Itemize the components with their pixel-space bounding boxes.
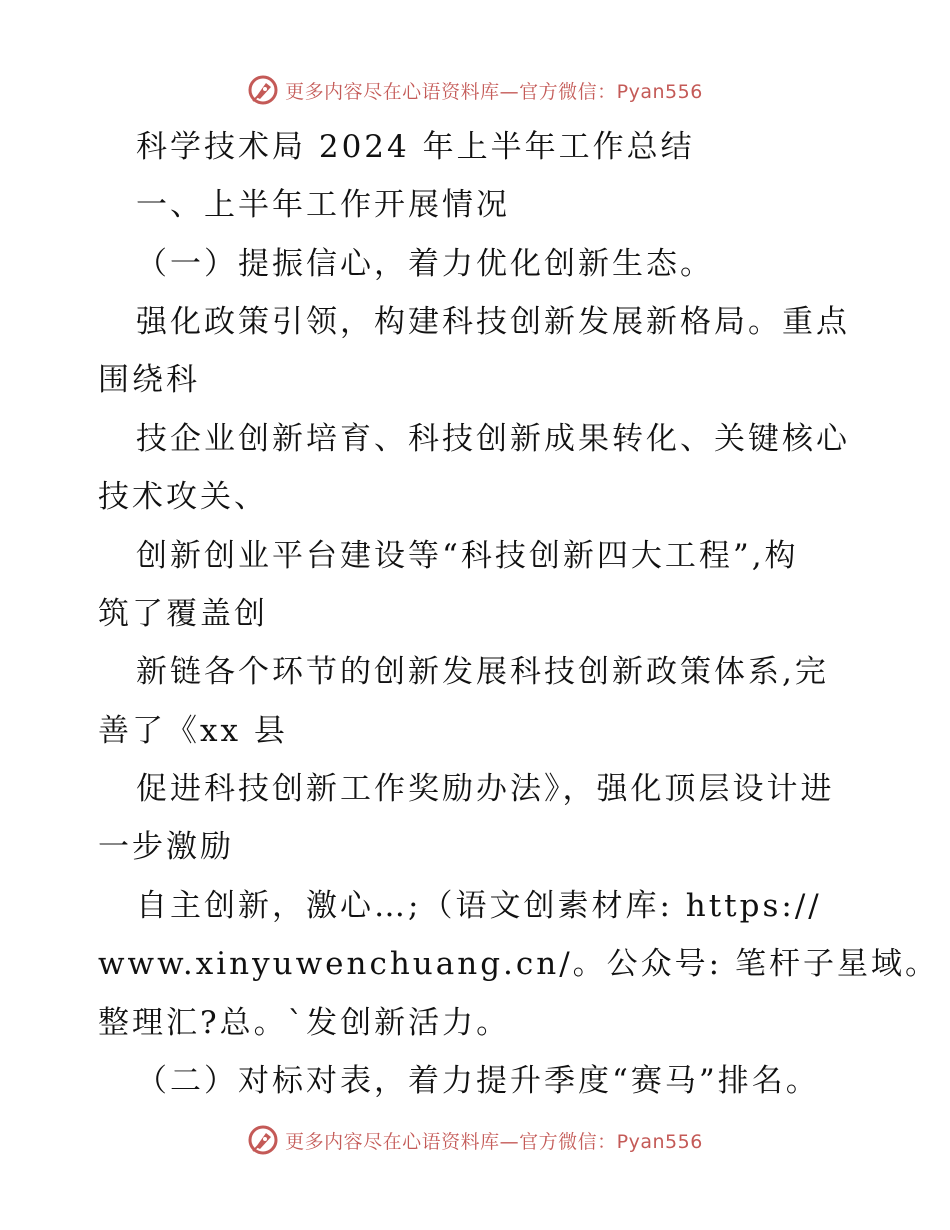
paragraph-line: 创新创业平台建设等“科技创新四大工程”,构 <box>136 538 799 574</box>
paragraph-line: 自主创新，激心…;（语文创素材库: https:// <box>136 888 822 924</box>
subsection-heading: （一）提振信心，着力优化创新生态。 <box>136 246 714 282</box>
paragraph-line: 促进科技创新工作奖励办法》，强化顶层设计进 <box>136 771 835 807</box>
paragraph-line: 技术攻关、 <box>98 479 268 515</box>
section-heading: 一、上半年工作开展情况 <box>136 187 510 223</box>
watermark-footer <box>0 1120 950 1160</box>
paragraph-line: www.xinyuwenchuang.cn/。公众号: 笔杆子星域。 <box>98 946 939 982</box>
paragraph-line: 整理汇?总。`发创新活力。 <box>98 1005 511 1041</box>
watermark-header <box>0 70 950 110</box>
watermark-text: 更多内容尽在心语资料库—官方微信：Pyan556 <box>285 80 703 103</box>
paragraph-line: 强化政策引领，构建科技创新发展新格局。重点 <box>136 304 850 340</box>
subsection-heading: （二）对标对表，着力提升季度“赛马”排名。 <box>136 1063 820 1099</box>
paragraph-line: 技企业创新培育、科技创新成果转化、关键核心 <box>136 421 850 457</box>
document-title: 科学技术局 2024 年上半年工作总结 <box>136 129 695 165</box>
paragraph-line: 筑了覆盖创 <box>98 596 268 632</box>
pen-nib-logo-icon <box>247 1124 279 1156</box>
paragraph-line: 一步激励 <box>98 829 234 865</box>
paragraph-line: 新链各个环节的创新发展科技创新政策体系,完 <box>136 654 829 690</box>
paragraph-line: 善了《xx 县 <box>98 713 288 749</box>
watermark-text: 更多内容尽在心语资料库—官方微信：Pyan556 <box>285 1130 703 1153</box>
pen-nib-logo-icon <box>247 74 279 106</box>
paragraph-line: 围绕科 <box>98 362 200 398</box>
